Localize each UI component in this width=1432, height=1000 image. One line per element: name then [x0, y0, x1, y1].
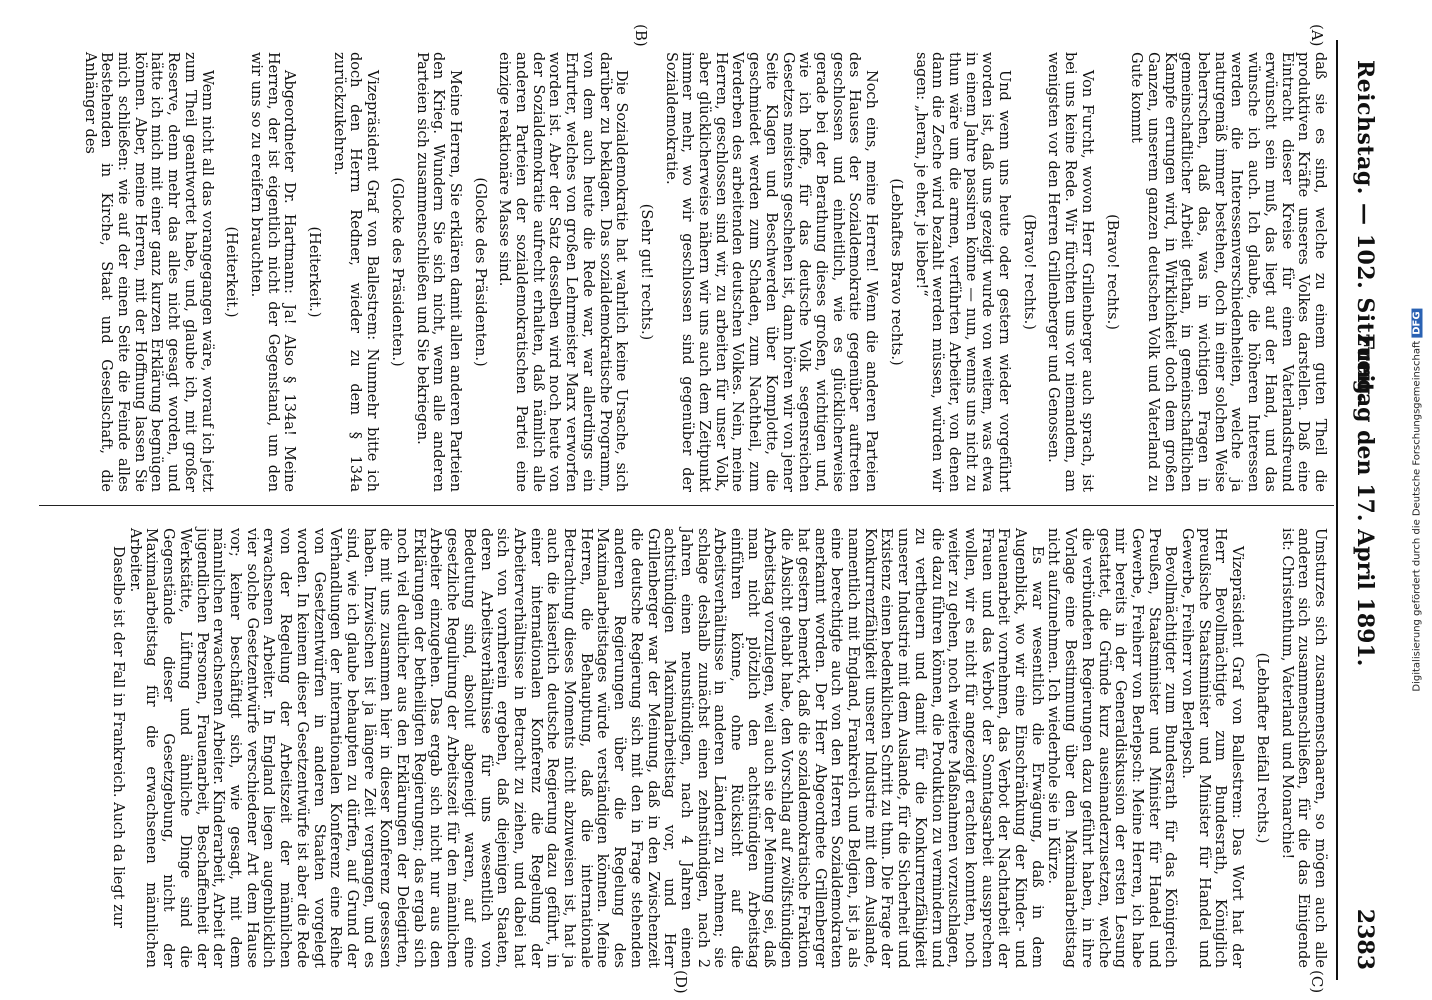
- margin-mark-a: (A): [1308, 24, 1326, 47]
- header-center: Freitag den 17. April 1891.: [1352, 333, 1378, 667]
- margin-mark-b: (B): [632, 24, 650, 47]
- interjection: (Bravo! rechts.): [1020, 214, 1037, 330]
- paragraph: Noch eins, meine Herren! Wenn die anderen Parteien des Hauses der Sozialdemokratie gegenüber auftreten geschlossen und einheitlich, wie es glücklicherweise gerade bei der Berathung dieses großen, wichtigen und, wie ich hoffe, für das deutsche Volk segensreichen Gesetzes meistens geschehen ist, dann hören wir von jener Seite Klagen und Beschwerden über Komplotte, die geschmiedet werden zum Schaden, zum Nachtheil, zum Verderben des arbeitenden deutschen Volkes. Nein, meine Herren, geschlossen sind wir, zu arbeiten für unser Volk, aber glücklicherweise nähern wir uns auch dem Zeitpunkt immer mehr, wo wir geschlossen sind gegenüber der Sozialdemokratie.: [662, 52, 880, 492]
- header-rule: [1336, 40, 1338, 980]
- interjection: (Bravo! rechts.): [1103, 214, 1120, 330]
- interjection: (Lebhafter Beifall rechts.): [1253, 652, 1270, 844]
- column-divider: [39, 505, 1334, 506]
- paragraph: Bevollmächtigter zum Bundesrath für das Königreich Preußen, Staatsminister und Minister für Handel und Gewerbe, Freiherr von Berlepsch: Meine Herren, ich habe mir bereits in der Generaldiskussion der ersten Lesung gestattet, die Gründe kurz auseinanderzusetzen, welche die verbündeten Regierungen dazu geführt haben, in ihre Vorlage eine Bestimmung über den Maximalarbeitstag nicht aufzunehmen. Ich wiederhole sie in Kürze.: [1045, 528, 1179, 968]
- paragraph: Die Sozialdemokratie hat wahrlich keine Ursache, sich darüber zu beklagen. Das sozialdemokratische Programm, von dem auch heute die Rede war, war allerdings ein Erfurter, welches von großen Lehrmeister Marx verworfen worden ist. Aber der Satz desselben wird noch heute von der Sozialdemokratie aufrecht erhalten, daß nämlich alle anderen Parteien der sozialdemokratischen Partei eine einzige reaktionäre Masse sind.: [496, 52, 630, 492]
- header-left: Reichstag. — 102. Sitzung.: [1352, 60, 1378, 404]
- margin-mark-c: (C): [1308, 970, 1326, 994]
- page-header: [1336, 0, 1400, 1000]
- paragraph: Daselbe ist der Fall in Frankreich. Auch da liegt zur: [110, 546, 127, 928]
- left-column: [81, 52, 1328, 492]
- paragraph: Es war wesentlich die Erwägung, daß in dem Augenblick, wo wir eine Einschränkung der Kinder- und Frauenarbeit vornehmen, das Verbot der Nachtarbeit der Frauen und das Verbot der Sonntagsarbeit aussprechen wollen, wir es nicht für angezeigt erachten konnten, noch weiter zu gehen, noch weitere Maßnahmen vorzuschlagen, die dazu führen können, die Produktion zu vermindern und zu vertheuern und damit für die Konkurrenzfähigkeit unserer Industrie mit dem Auslande, für die Sicherheit und Existenz einen bedenklichen Schritt zu thun. Die Frage der Konkurrenzfähigkeit unserer Industrie mit dem Auslande, namentlich mit England, Frankreich und Belgien, ist ja als eine berechtigte auch von den Herren Sozialdemokraten anerkannt worden. Der Herr Abgeordnete Grillenberger hat gestern bemerkt, daß die sozialdemokratische Fraktion die Absicht gehabt habe, den Vorschlag auf zwölfstündigen Arbeitstag vorzulegen, weil auch sie der Meinung sei, daß man nicht plötzlich den achtstündigen Arbeitstag einführen könne, ohne Rücksicht auf die Arbeitsverhältnisse in anderen Ländern zu nehmen; sie schlage deshalb zunächst einen zehnstündigen, nach 2 Jahren einen neunstündigen, nach 4 Jahren einen achtstündigen Maximalarbeitstag vor, und Herr Grillenberger war der Meinung, daß in den Zwischenzeit die deutsche Regierung sich mit den in Frage stehenden anderen Regierungen über die Regelung des Maximalarbeitstages würde verständigen können. Meine Herren, die Behauptung, daß die internationale Betrachtung dieses Moments nicht abzuweisen ist, hat ja auch die kaiserlich deutsche Regierung dazu geführt, in einer internationalen Konferenz die Regelung der Arbeiterverhältnisse in Betracht zu ziehen, und dabei hat sich von vornherein ergeben, daß diejenigen Staaten, deren Arbeitsverhältnisse für uns wesentlich von Bedeutung sind, absolut abgeneigt waren, auf eine gesetzliche Regulirung der Arbeitszeit für den männlichen Arbeiter einzugehen. Das ergab sich nicht nur aus den Erklärungen der betheiligten Regierungen; das ergab sich noch viel deutlicher aus den Erklärungen der Delegirten, die mit uns zusammen hier in dieser Konferenz gesessen haben. Inzwischen ist ja längere Zeit vergangen, und es sind, wie ich glaube behaupten zu dürfen, auf Grund der Verhandlungen der internationalen Konferenz eine Reihe von Gesetzentwürfen in anderen Staaten vorgelegt worden. In keinem dieser Gesetzentwürfe ist aber die Rede von der Regelung der Arbeitszeit der männlichen erwachsenen Arbeiter. In England liegen augenblicklich vier solche Gesetzentwürfe verschiedener Art dem Hause vor; keiner beschäftigt sich, wie gesagt, mit dem männlichen erwachsenen Arbeiter. Kinderarbeit, Arbeit der jugendlichen Personen, Frauenarbeit, Beschaffenheit der Werkstätte, Lüftung und ähnliche Dinge sind die Gegenstände dieser Gesetzgebung, nicht der Maximalarbeitstag für die erwachsenen männlichen Arbeiter.: [126, 528, 1045, 968]
- digitization-credit: [1412, 308, 1423, 691]
- paragraph: Vizepräsident Graf von Ballestrem: Nunmehr bitte ich doch den Herrn Redner, wieder zu dem § 134a zurückzukehren.: [330, 52, 381, 492]
- right-column: [109, 528, 1328, 968]
- paragraph: Von Furcht, wovon Herr Grillenberger auch sprach, ist bei uns keine Rede. Wir fürchten uns vor niemandem, am wenigsten vor den Herren Grillenberger und Genossen.: [1045, 52, 1095, 492]
- interjection: (Sehr gut! rechts.): [637, 203, 654, 341]
- interjection: (Lebhaftes Bravo rechts.): [887, 178, 904, 366]
- margin-mark-d: (D): [672, 970, 690, 994]
- interjection: (Heiterkeit.): [223, 226, 240, 318]
- interjection: (Heiterkeit.): [306, 226, 323, 318]
- paragraph: Wenn nicht all das vorangegangen wäre, worauf ich jetzt zum Theil geantwortet habe, und, glaube ich, mit großer Reserve, denn mehr das alles nicht gesagt worden, und hätte ich mich mit einer ganz kurzen Erklärung begnügen können. Aber, meine Herren, mit der Hoffnung lassen Sie mich schließen: wie auf der einen Seite die Feinde alles Bestehenden in Kirche, Staat und Gesellschaft, die Anhänger des: [81, 52, 215, 492]
- interjection: (Glocke des Präsidenten.): [388, 177, 405, 367]
- paragraph: Und wenn uns heute oder gestern wieder vorgeführt worden ist, daß uns gezeigt wurde von weitem, was etwa in einem Jahre passiren könne — nun, wenns uns nicht zu thun wäre um die armen, verführten Arbeiter, von denen dann die Zeche wird bezahlt werden müssen, würden wir sagen: „heran, je eher, je lieber!“: [912, 52, 1013, 492]
- paragraph: Umsturzes sich zusammenschaaren, so mögen auch alle anderen sich zusammenschließen, für die das Einigende ist: Christenthum, Vaterland und Monarchie!: [1278, 528, 1328, 968]
- paragraph: Abgeordneter Dr. Hartmann: Ja! Also § 134a! Meine Herren, der ist eigentlich nicht der Gegenstand, um den wir uns so zu ereifern brauchten.: [247, 52, 298, 492]
- dfg-logo: DFG: [1412, 308, 1423, 337]
- paragraph: daß sie es sind, welche zu einem guten Theil die produktiven Kräfte unseres Volkes darstellen. Daß eine Eintracht dieser Kreise für einen Vaterlandsfreund erwünscht sein muß, das liegt auf der Hand, und das wünsche ich auch. Ich glaube, die höheren Interessen werden die Interessenverschiedenheiten, welche ja naturgemäß immer bestehen, doch in einer solchen Weise beherrschen, daß das, was in wichtigen Fragen in gemeinschaftlicher Arbeit gethan, in gemeinschaftlichen Kampfe errungen wird, in Wirklichkeit doch dem großen Ganzen, unserem ganzen deutschen Volk und Vaterland zu Gute kommt: [1128, 52, 1328, 492]
- page-number: 2383: [1352, 908, 1378, 970]
- paragraph: Meine Herren, Sie erklären damit allen anderen Parteien den Krieg. Wundern Sie sich nicht, wenn alle anderen Parteien sich zusammenschließen und Sie bekriegen.: [413, 52, 463, 492]
- interjection: (Glocke des Präsidenten.): [471, 177, 488, 367]
- credit-text: Digitalisierung gefördert durch die Deutsche Forschungsgemeinschaft: [1411, 340, 1423, 692]
- paragraph: Vizepräsident Graf von Ballestrem: Das Wort hat der Herr Bevollmächtigte zum Bundesrath, Königlich preußische Staatsminister und Minister für Handel und Gewerbe, Freiherr von Berlepsch.: [1179, 528, 1246, 968]
